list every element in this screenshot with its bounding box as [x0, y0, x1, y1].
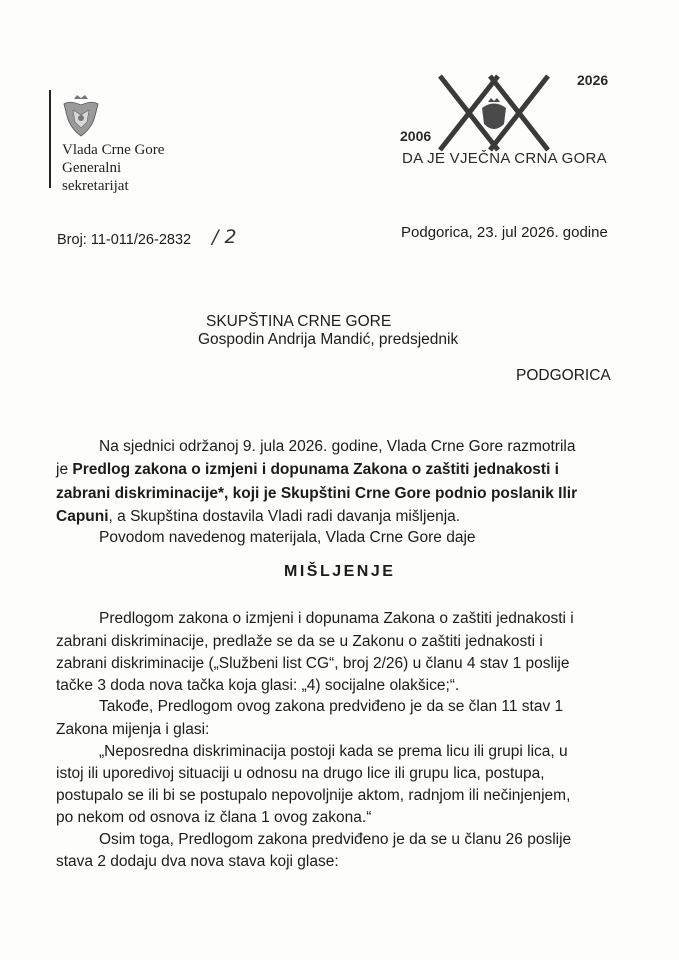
intro-line-2 [56, 460, 559, 479]
para1-line-3: zabrani diskriminacije („Službeni list CG“, broj 2/26) u članu 4 stav 1 poslije [56, 655, 570, 672]
law-title-part-2: zabrani diskriminacije*, koji je Skupštini Crne Gore podnio poslanik Ilir [56, 485, 578, 502]
document-number: Broj: 11-011/26-2832 [57, 232, 192, 248]
government-line-3: sekretarijat [62, 178, 129, 194]
document-date: Podgorica, 23. jul 2026. godine [401, 224, 608, 241]
handwritten-annotation: / 2 [212, 226, 237, 248]
logo-slogan: DA JE VJEČNA CRNA GORA [402, 150, 607, 167]
para1-line-1: Predlogom zakona o izmjeni i dopunama Zakona o zaštiti jednakosti i [99, 610, 574, 627]
government-name [62, 141, 164, 195]
intro-line-5: Povodom navedenog materijala, Vlada Crne Gore daje [99, 529, 476, 546]
intro-line-4 [56, 507, 460, 526]
intro-line-2-lead: je [56, 461, 73, 478]
intro-line-1: Na sjednici održanoj 9. jula 2026. godine, Vlada Crne Gore razmotrila [99, 438, 576, 455]
recipient-city: PODGORICA [516, 367, 611, 384]
quote-line-4: po nekom od osnova iz člana 1 ovog zakona.“ [56, 809, 372, 826]
recipient-person: Gospodin Andrija Mandić, predsjednik [198, 331, 459, 348]
logo-year-end: 2026 [577, 72, 609, 88]
intro-line-4-rest: , a Skupština dostavila Vladi radi davanja mišljenja. [108, 508, 461, 525]
government-line-1: Vlada Crne Gore [62, 142, 165, 158]
para3-line-2: stava 2 dodaju dva nova stava koji glase: [56, 853, 339, 870]
para1-line-2: zabrani diskriminacije, predlaže se da se u Zakonu o zaštiti jednakosti i [56, 633, 543, 650]
law-title-part-1: Predlog zakona o izmjeni i dopunama Zakona o zaštiti jednakosti i [72, 461, 559, 478]
quote-line-2: istoj ili uporedivoj situaciji u odnosu na drugo lice ili grupu lica, postupa, [56, 765, 545, 782]
coat-of-arms-icon [62, 94, 100, 140]
para2-line-2: Zakona mijenja i glasi: [56, 721, 210, 738]
opinion-title: MIŠLJENJE [284, 563, 396, 580]
mp-name: Capuni [56, 508, 109, 525]
para3-line-1: Osim toga, Predlogom zakona predviđeno je da se u članu 26 poslije [99, 831, 572, 848]
quote-line-1: „Neposredna diskriminacija postoji kada se prema licu ili grupi lica, u [99, 743, 568, 760]
header-divider [49, 90, 51, 188]
government-line-2: Generalni [62, 160, 122, 176]
para2-line-1: Takođe, Predlogom ovog zakona predviđeno je da se član 11 stav 1 [99, 698, 564, 715]
para1-line-4: tačke 3 doda nova tačka koja glasi: „4) socijalne olakšice;“. [56, 677, 460, 694]
recipient-institution: SKUPŠTINA CRNE GORE [206, 313, 392, 330]
logo-year-start: 2006 [400, 128, 432, 144]
quote-line-3: postupalo se ili bi se postupalo nepovoljnije aktom, radnjom ili nečinjenjem, [56, 787, 571, 804]
